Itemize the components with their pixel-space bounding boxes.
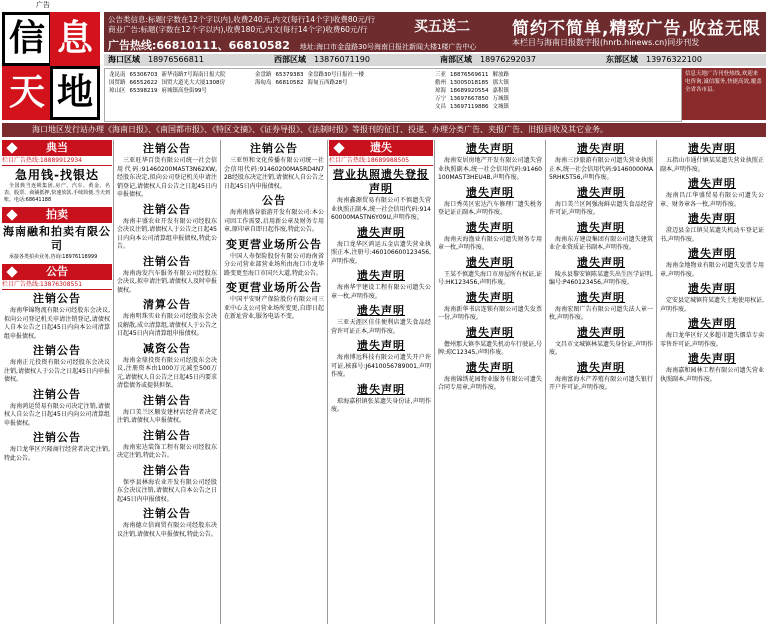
- column-lost-5: [436, 140, 544, 624]
- regional-directory: [104, 54, 766, 66]
- rate-line: 商业广告:标题(字数在12个字以内),收费180元,内文(每行14个字)收费60元/行: [108, 25, 368, 34]
- notice-heading: 注销公告: [143, 393, 191, 407]
- directory-entry: 东部区域 13976322100: [606, 55, 702, 64]
- notice-heading: 遗失声明: [688, 247, 736, 260]
- notice-text: 中国平安财产保险股份有限公司三亚中心支公司营业场所变更,自即日起在新址营业,服务电话不变。: [224, 296, 324, 320]
- agent-row: 琼海 18689920554 嘉积镇: [435, 88, 510, 94]
- rate-line: 公告类信息:标题(字数在12个字以内),收费240元,内文(每行14个字)收费80元/行: [108, 15, 375, 24]
- column-notices-2: [115, 140, 219, 624]
- notice-text: 海口美兰区顺发建材店经营者决定注销,请债权人申报债权。: [117, 408, 217, 424]
- notice-text: 保亭县林海农业开发有限公司经股东会决议注销,请债权人自本公告之日起45日内申报债权。: [117, 478, 217, 503]
- auction-company: 海南融和拍卖有限公司: [3, 225, 111, 252]
- section-hotline: 栏目广告热线:13876308551: [2, 280, 112, 290]
- notice-heading: 遗失声明: [466, 360, 514, 374]
- notice-text: 海口秀英区宏达汽车修理厂遗失税务登记证正副本,声明作废。: [438, 200, 542, 216]
- notice-text: 海南宏达装饰工程有限公司经股东决定注销,特此公告。: [117, 443, 217, 459]
- agent-row: 万宁 13697667850 万城镇: [435, 96, 510, 102]
- agent-row: 文昌 13697119886 文城镇: [435, 104, 510, 110]
- agent-column: [435, 71, 575, 111]
- sync-note: 本栏目与海南日报数字报(hnrb.hinews.cn)同步刊发: [512, 38, 700, 47]
- notice-heading: 遗失声明: [577, 325, 625, 339]
- notice-heading: 遗失声明: [357, 304, 405, 317]
- notice-text: 海南东方建设集团有限公司遗失建筑业企业资质证书副本,声明作废。: [549, 235, 653, 251]
- notice-text: 陵水县黎安镇陈某遗失出生医学证明,编号:P460123456,声明作废。: [549, 270, 653, 286]
- office-address: 地址:海口市金盘路30号海南日报社新闻大楼1楼广告中心: [299, 43, 477, 51]
- notice-heading: 注销公告: [143, 463, 191, 477]
- promo-text: 买五送二: [414, 19, 470, 35]
- section-header-lost: 遗失: [329, 140, 433, 156]
- notice-text: 海南昌江华盛贸易有限公司遗失公章、财务章各一枚,声明作废。: [660, 192, 764, 208]
- directory-entry: 西部区域 13876071190: [274, 55, 370, 64]
- notice-heading: 遗失声明: [466, 142, 514, 155]
- notice-heading: 注销公告: [143, 142, 191, 155]
- notice-text: 海口龙华区鸿运五金店遗失营业执照正本,注册号:460106600123456,声明作废。: [331, 240, 431, 265]
- notice-heading: 遗失声明: [466, 185, 514, 199]
- notice-heading: 遗失声明: [577, 290, 625, 304]
- notice-text: 海南鑫源贸易有限公司不慎遗失营业执照正副本,统一社会信用代码:91460000MA5TN6Y09U,声明作废。: [331, 197, 431, 221]
- column-divider: [220, 140, 221, 624]
- notice-text: 海南德立信商贸有限公司经股东决议注销,请债权人申报债权,特此公告。: [117, 522, 217, 538]
- notice-text: 中国人寿保险股份有限公司海南省分公司营业部营业场所由海口市龙华路变更至海口市国兴大道,特此公告。: [224, 252, 324, 277]
- column-classifieds: [2, 140, 112, 624]
- notice-heading: 注销公告: [143, 202, 191, 216]
- column-lost-6: [547, 140, 655, 624]
- masthead-logo: [2, 12, 100, 120]
- agent-column: [255, 71, 395, 87]
- notice-heading: 变更营业场所公告: [226, 237, 322, 251]
- agent-row: 儋州 13005018185 那大镇: [435, 80, 510, 86]
- notice-heading: 遗失声明: [577, 360, 625, 374]
- agent-row: 海甸岛 66810582 海甸五西路28号: [255, 80, 348, 86]
- notice-text: 海南丰盛农业开发有限公司经股东会决议注销,请债权人于公告之日起45日内向本公司清算组申报债权,特此公告。: [117, 217, 217, 250]
- ad-hotline: [108, 37, 476, 53]
- logo-char: 信: [2, 12, 52, 66]
- notice-heading: 注销公告: [143, 254, 191, 268]
- masthead-header: [104, 12, 766, 52]
- notice-heading: 遗失声明: [577, 255, 625, 269]
- notice-heading: 遗失声明: [466, 255, 514, 269]
- agent-row: 三亚 18876569611 解放路: [435, 72, 510, 78]
- notice-text: 三亚旺华百货有限公司统一社会信用代码:91460200MA5T3N62XW,经股东决定,拟向公司登记机关申请注销登记,请债权人自公告之日起45日内申报债权。: [117, 157, 217, 198]
- notice-heading: 遗失声明: [357, 382, 405, 396]
- notice-text: 海南锦绣花园物业服务有限公司遗失合同专用章,声明作废。: [438, 375, 542, 391]
- notice-heading: 公告: [262, 194, 286, 207]
- notice-heading: 清算公告: [143, 298, 191, 311]
- notice-heading: 遗失声明: [688, 282, 736, 295]
- notice-text: 海南新华书店连锁有限公司遗失发票一份,声明作废。: [438, 305, 542, 321]
- notice-heading: 注销公告: [33, 292, 81, 305]
- logo-char: 天: [2, 66, 52, 120]
- notice-text: 文昌市文城镇林某遗失身份证,声明作废。: [549, 340, 653, 356]
- logo-char: 息: [50, 12, 100, 66]
- column-lost-notices: [329, 140, 433, 624]
- side-info-box: 信息天地广告刊登热线,欢迎来电咨询,诚信服务,快捷高效,覆盖全省各市县。: [682, 68, 766, 120]
- agent-row: 琼山区 65398219 府城镇高登街99号: [109, 88, 208, 94]
- loan-ad-title: 急用钱-找银达: [15, 168, 99, 182]
- notice-text: 海南金地物业有限公司遗失发票专用章,声明作废。: [660, 262, 764, 278]
- column-lost-7: [658, 140, 766, 624]
- agent-list: [104, 68, 682, 122]
- column-divider: [545, 140, 546, 624]
- directory-entry: 南部区域 18976292037: [440, 55, 536, 64]
- section-header-pawn: 典当: [2, 140, 112, 156]
- notice-heading: 遗失声明: [466, 290, 514, 304]
- notice-heading: 注销公告: [33, 431, 81, 444]
- notice-heading: 变更营业场所公告: [226, 281, 322, 294]
- loan-ad-text: 全国典当连锁集团,房产、汽车、黄金、名表、股票、商铺抵押,快速放款,手续简便,当天到账。电话:68641188: [4, 183, 110, 203]
- notice-heading: 遗失声明: [357, 339, 405, 352]
- notice-heading: 注销公告: [33, 344, 81, 357]
- column-divider: [113, 140, 114, 624]
- notice-text: 五指山市通什镇某某遗失营业执照正副本,声明作废。: [660, 157, 764, 173]
- notice-text: 海南天海渔业有限公司遗失财务专用章一枚,声明作废。: [438, 235, 542, 251]
- notice-heading: 遗失声明: [466, 325, 514, 339]
- notice-text: 海南海发汽车服务有限公司经股东会决议,拟申请注销,请债权人及时申报债权。: [117, 269, 217, 294]
- notice-heading: 遗失声明: [688, 177, 736, 190]
- notice-text: 海南安居房地产开发有限公司遗失营业执照副本,统一社会信用代码:91460100MA5T3HEU4B,声明作废。: [438, 157, 542, 181]
- notice-text: 海南华宇建设工程有限公司遗失公章一枚,声明作废。: [331, 284, 431, 300]
- notice-heading: 注销公告: [33, 387, 81, 401]
- rate-info: [108, 15, 375, 35]
- notice-text: 海口美兰区阿强海鲜店遗失食品经营许可证,声明作废。: [549, 200, 653, 216]
- section-header-auction: 拍卖: [2, 207, 112, 223]
- notice-heading: 遗失声明: [577, 185, 625, 199]
- agent-column: [109, 71, 249, 95]
- notice-text: 海南宏图广告有限公司遗失法人章一枚,声明作废。: [549, 305, 653, 321]
- notice-text: 三亚天涯区佳佳便利店遗失食品经营许可证正本,声明作废。: [331, 319, 431, 335]
- notice-text: 海南南盛谷旅游开发有限公司:本公司因工作需要,启用新公章及财务专用章,原印章自即日起作废,特此公告。: [224, 209, 324, 233]
- notice-text: 海南华锦物流有限公司经股东会决议,拟向公司登记机关申请注销登记,请债权人自本公告之日起45日内向本公司清算组申报债权。: [4, 307, 110, 340]
- notice-heading: 注销公告: [143, 507, 191, 520]
- notice-text: 海口龙华区好又多超市遗失烟草专卖零售许可证,声明作废。: [660, 332, 764, 348]
- agent-row: 国贸路 66552622 国贸大道光大大厦1308房: [109, 80, 226, 86]
- notice-heading: 遗失声明: [357, 269, 405, 282]
- notice-heading: 遗失声明: [357, 225, 405, 239]
- notice-text: 海南富海水产养殖有限公司遗失银行开户许可证,声明作废。: [549, 375, 653, 391]
- column-notices-3: [222, 140, 326, 624]
- notice-text: 定安县定城镇符某遗失土地使用权证,声明作废。: [660, 297, 764, 313]
- agent-row: 龙昆南 65306703 新华南路7号海南日报大院: [109, 72, 226, 78]
- notice-text: 王某不慎遗失海口市房屋所有权证,证号:HK123456,声明作废。: [438, 270, 542, 286]
- notice-heading: 遗失声明: [688, 352, 736, 365]
- notice-heading: 营业执照遗失登报声明: [333, 168, 429, 195]
- notice-heading: 遗失声明: [577, 142, 625, 155]
- notice-text: 海南嘉和园林工程有限公司遗失营业执照副本,声明作废。: [660, 367, 764, 383]
- notice-text: 儋州那大镇李某遗失机动车行驶证,号牌:琼C12345,声明作废。: [438, 340, 542, 356]
- column-divider: [434, 140, 435, 624]
- notice-heading: 遗失声明: [688, 317, 736, 330]
- notice-text: 海南正元投资有限公司经股东会决议注销,请债权人于公告之日起45日内申报债权。: [4, 359, 110, 383]
- notice-text: 海口龙华区兴隆商行经营者决定注销,特此公告。: [4, 446, 110, 462]
- notice-text: 琼海嘉积镇张某遗失身份证,声明作废。: [331, 397, 431, 413]
- section-header-notice: 公告: [2, 264, 112, 280]
- notice-heading: 注销公告: [250, 142, 298, 155]
- section-hotline: 栏目广告热线:18889912934: [2, 156, 112, 166]
- notice-text: 三亚恒和文化传播有限公司统一社会信用代码:91460200MA5RD4N72B经股东决定注销,请债权人自公告之日起45日内申报债权。: [224, 157, 324, 190]
- notice-text: 海南明珠实业有限公司经股东会决议解散,成立清算组,请债权人于公告之日起45日内向清算组申报债权。: [117, 313, 217, 337]
- logo-char: 地: [50, 66, 100, 120]
- hotline-numbers: 66810111、66810582: [156, 39, 290, 52]
- notice-text: 海南三沙旅游有限公司遗失营业执照正本,统一社会信用代码:91460000MA5RHK5T56,声明作废。: [549, 157, 653, 181]
- notice-text: 澄迈县金江镇吴某遗失机动车登记证书,声明作废。: [660, 227, 764, 243]
- slogan: 简约不简单,精致广告,收益无限: [512, 19, 761, 39]
- notice-heading: 减资公告: [143, 341, 191, 355]
- notice-heading: 遗失声明: [688, 142, 736, 155]
- hotline-label: 广告热线:: [108, 39, 157, 52]
- column-divider: [656, 140, 657, 624]
- agent-row: 金盘路 65379383 金盘路30号日报社一楼: [255, 72, 365, 78]
- notice-text: 海南博远科技有限公司遗失开户许可证,核准号:J6410056789001,声明作废。: [331, 354, 431, 378]
- notice-heading: 遗失声明: [466, 220, 514, 234]
- column-divider: [327, 140, 328, 624]
- directory-entry: 海口区域 18976566811: [108, 55, 204, 64]
- auction-text: 承接各类拍卖业务,咨询:18976118999: [9, 254, 98, 260]
- notice-heading: 遗失声明: [688, 212, 736, 225]
- notice-text: 海南鸿运贸易有限公司决定注销,请债权人自公告之日起45日内向公司清算组申报债权。: [4, 402, 110, 427]
- distribution-banner: 海口地区发行站办理《海南日报》、《南国都市报》、《特区文摘》、《证券导报》、《法制时报》等报刊的征订、投递、办理分类广告、夹报广告、旧报回收及其它业务。: [2, 123, 766, 137]
- notice-heading: 遗失声明: [577, 220, 625, 234]
- page-label: 广告: [36, 1, 50, 9]
- section-hotline: 栏目广告热线:18689988505: [329, 156, 433, 166]
- notice-heading: 注销公告: [143, 428, 191, 442]
- notice-text: 海南金鼎投资有限公司经股东会决议,注册资本由1000万元减至500万元,请债权人自公告之日起45日内要求清偿债务或提供担保。: [117, 356, 217, 389]
